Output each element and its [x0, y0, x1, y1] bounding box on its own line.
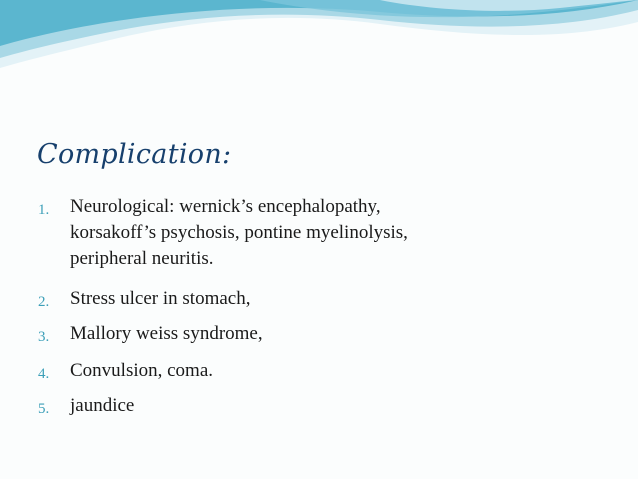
- list-number: 3.: [38, 329, 50, 345]
- list-number: 5.: [38, 401, 50, 417]
- list-item: [38, 286, 598, 312]
- slide-title: Complication:: [37, 139, 232, 170]
- list-text: Convulsion, coma.: [70, 360, 214, 381]
- header-wave-decoration: [0, 0, 638, 80]
- list-number: 4.: [38, 366, 50, 382]
- list-text: Neurological: wernick’s encephalopathy, korsakoff’s psychosis, pontine myelinolysis, peripheral neuritis.: [70, 196, 408, 269]
- list-item: [38, 321, 598, 347]
- list-text: Mallory weiss syndrome,: [70, 323, 263, 344]
- list-item: [38, 358, 598, 384]
- list-text: Stress ulcer in stomach,: [70, 288, 251, 309]
- list-item: [38, 393, 598, 419]
- list-text: jaundice: [70, 395, 135, 416]
- list-number: 1.: [38, 202, 50, 218]
- list-number: 2.: [38, 294, 50, 310]
- list-item: [38, 194, 598, 272]
